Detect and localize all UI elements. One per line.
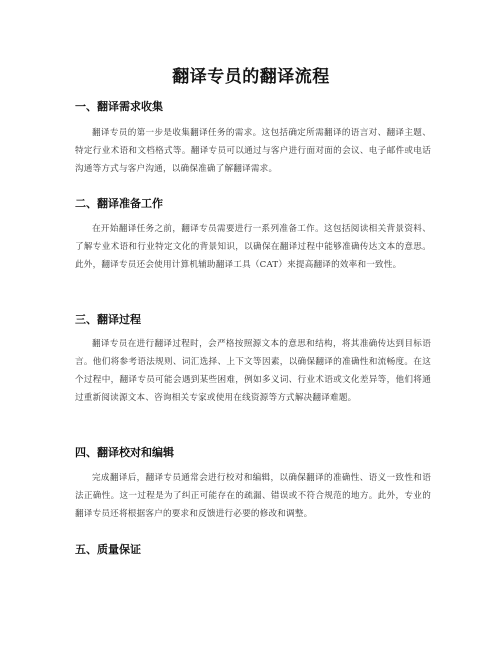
document-title: 翻译专员的翻译流程: [172, 67, 330, 87]
section-heading-2: 二、翻译准备工作: [75, 197, 163, 210]
section-heading-3: 三、翻译过程: [75, 313, 141, 326]
section-heading-1: 一、翻译需求收集: [75, 100, 163, 113]
section-body-3: 翻译专员在进行翻译过程时，会严格按照源文本的意思和结构，将其准确传达到目标语言。他们将参考语法规则、词汇选择、上下文等因素，以确保翻译的准确性和流畅度。在这个过程中，翻译专员可能会遇到某些困难，例如多义词、行业术语或文化差异等，他们将通过重新阅读源文本、咨询相关专家或使用在线资源等方式解决翻译难题。: [75, 339, 431, 403]
section-heading-5: 五、质量保证: [75, 543, 141, 556]
section-body-2: 在开始翻译任务之前，翻译专员需要进行一系列准备工作。这包括阅读相关背景资料、了解专业术语和行业特定文化的背景知识，以确保在翻译过程中能够准确传达文本的意思。此外，翻译专员还会使用计算机辅助翻译工具（CAT）来提高翻译的效率和一致性。: [75, 224, 431, 270]
section-body-4: 完成翻译后，翻译专员通常会进行校对和编辑，以确保翻译的准确性、语义一致性和语法正确性。这一过程是为了纠正可能存在的疏漏、错误或不符合规范的地方。此外，专业的翻译专员还将根据客户的要求和反馈进行必要的修改和调整。: [75, 473, 431, 519]
section-heading-4: 四、翻译校对和编辑: [75, 446, 174, 459]
section-body-1: 翻译专员的第一步是收集翻译任务的需求。这包括确定所需翻译的语言对、翻译主题、特定行业术语和文档格式等。翻译专员可以通过与客户进行面对面的会议、电子邮件或电话沟通等方式与客户沟通，以确保准确了解翻译需求。: [75, 128, 431, 174]
